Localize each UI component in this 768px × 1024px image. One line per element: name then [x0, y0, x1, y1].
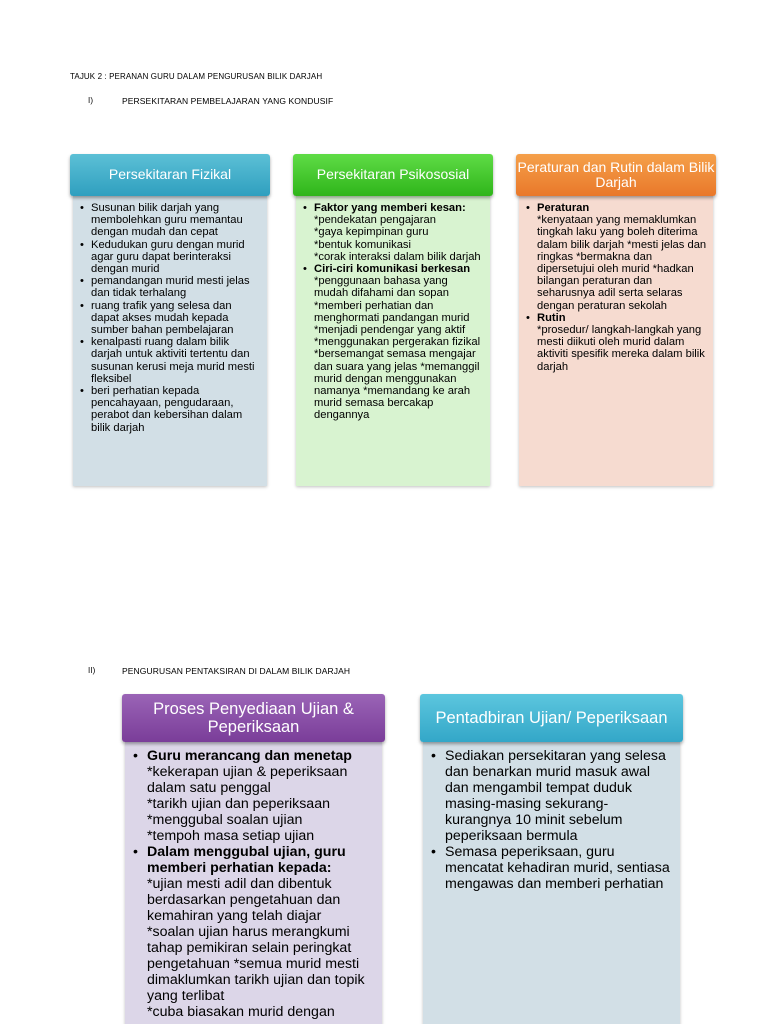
section-1-heading: PERSEKITARAN PEMBELAJARAN YANG KONDUSIF [122, 96, 334, 106]
list-item [302, 263, 484, 422]
list-item-lead: Ciri-ciri komunikasi berkesan [314, 263, 471, 276]
list-item [131, 748, 376, 844]
card-proses-penyediaan-ujian [122, 694, 385, 1024]
list-item [525, 202, 707, 312]
card-body [423, 742, 680, 1024]
list-item-lead: • Dalam menggubal ujian, guru memberi perhatian kepada: [147, 844, 346, 876]
list-item-lead: • Rutin [537, 311, 566, 324]
card-peraturan-rutin [516, 154, 716, 486]
card-body [519, 196, 713, 486]
list-item-line: *bentuk komunikasi [314, 238, 412, 251]
list-item-line: *menggubal soalan ujian [147, 812, 303, 828]
list-item: • Kedudukan guru dengan murid agar guru dapat berinteraksi dengan murid [79, 239, 261, 276]
page-title: TAJUK 2 : PERANAN GURU DALAM PENGURUSAN BILIK DARJAH [70, 72, 323, 81]
card-persekitaran-psikososial [293, 154, 493, 486]
list-item-line: *cuba biasakan murid dengan [147, 1004, 335, 1020]
card-header: Persekitaran Fizikal [70, 154, 270, 196]
card-body [296, 196, 490, 486]
list-item: • Susunan bilik darjah yang membolehkan guru memantau dengan mudah dan cepat [79, 202, 261, 239]
card-persekitaran-fizikal [70, 154, 270, 486]
list-item-lead: • Guru merancang dan menetap [147, 748, 352, 764]
bullet-list [429, 748, 674, 892]
bullet-list [302, 202, 484, 422]
card-pentadbiran-ujian [420, 694, 683, 1024]
list-item-line: *soalan ujian harus merangkumi tahap pemikiran selain peringkat pengetahuan *semua murid mesti dimaklumkan tarikh ujian dan topik yang terlibat [147, 924, 365, 1004]
list-item: • Semasa peperiksaan, guru mencatat kehadiran murid, sentiasa mengawas dan memberi perhatian [429, 844, 674, 892]
bullet-list [525, 202, 707, 373]
card-header: Pentadbiran Ujian/ Peperiksaan [420, 694, 683, 742]
list-item-line: *pendekatan pengajaran [314, 214, 436, 227]
list-item: • Sediakan persekitaran yang selesa dan benarkan murid masuk awal dan mengambil tempat duduk masing-masing sekurang-kurangnya 10 minit sebelum peperiksaan bermula [429, 748, 674, 844]
list-item: • pemandangan murid mesti jelas dan tidak terhalang [79, 275, 261, 299]
list-item [131, 844, 376, 1020]
list-item-text: *penggunaan bahasa yang mudah difahami dan sopan *memberi perhatian dan menghormati pandangan murid *menjadi pendengar yang aktif *menggunakan pergerakan fizikal *bersemangat semasa mengajar dan suara yang jelas *memanggil murid dengan menggunakan namanya *memandang ke arah murid semasa bercakap dengannya [314, 275, 481, 422]
list-item-line: *tarikh ujian dan peperiksaan [147, 796, 330, 812]
list-item-line: *corak interaksi dalam bilik darjah [314, 250, 481, 263]
card-body [125, 742, 382, 1024]
list-item-text: *kenyataan yang memaklumkan tingkah laku yang boleh diterima dalam bilik darjah *mesti jelas dan ringkas *bermakna dan dipersetujui oleh murid *hadkan bilangan peraturan dan seharusnya adil serta selaras dengan peraturan sekolah [537, 214, 707, 312]
card-header: Persekitaran Psikososial [293, 154, 493, 196]
list-item [525, 312, 707, 373]
list-item-text: *prosedur/ langkah-langkah yang mesti diikuti oleh murid dalam aktiviti spesifik mereka dalam bilik darjah [537, 324, 705, 373]
list-item-line: *tempoh masa setiap ujian [147, 828, 315, 844]
section-2-number: II) [88, 666, 96, 675]
card-body [73, 196, 267, 486]
list-item: • ruang trafik yang selesa dan dapat akses mudah kepada sumber bahan pembelajaran [79, 300, 261, 337]
list-item: • beri perhatian kepada pencahayaan, pengudaraan, perabot dan kebersihan dalam bilik darjah [79, 385, 261, 434]
card-header: Proses Penyediaan Ujian & Peperiksaan [122, 694, 385, 742]
list-item-line: *kekerapan ujian & peperiksaan dalam satu penggal [147, 764, 348, 796]
list-item-line: *ujian mesti adil dan dibentuk berdasarkan pengetahuan dan kemahiran yang telah diajar [147, 876, 341, 924]
bullet-list [131, 748, 376, 1020]
list-item [302, 202, 484, 263]
bullet-list [79, 202, 261, 434]
list-item: • kenalpasti ruang dalam bilik darjah untuk aktiviti tertentu dan susunan kerusi meja murid mesti fleksibel [79, 336, 261, 385]
list-item-lead: • Peraturan [537, 202, 590, 214]
card-header: Peraturan dan Rutin dalam Bilik Darjah [516, 154, 716, 196]
list-item-lead: Faktor yang memberi kesan: [314, 202, 466, 214]
list-item-line: *gaya kepimpinan guru [314, 226, 429, 239]
section-2-heading: PENGURUSAN PENTAKSIRAN DI DALAM BILIK DARJAH [122, 666, 351, 676]
section-1-number: I) [88, 96, 94, 105]
